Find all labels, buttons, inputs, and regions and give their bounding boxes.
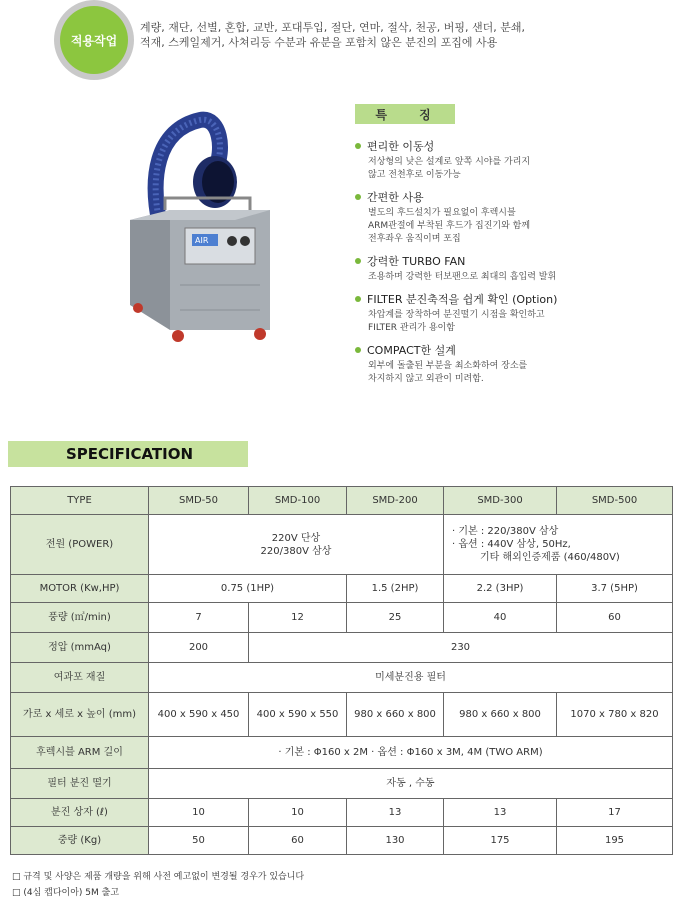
dims-value: 1070 x 780 x 820	[557, 693, 673, 737]
airflow-value: 40	[444, 603, 557, 633]
features-list	[355, 138, 655, 393]
pressure-value: 230	[249, 633, 673, 663]
motor-value: 2.2 (3HP)	[444, 575, 557, 603]
bullet-icon	[355, 194, 361, 200]
bullet-icon	[355, 296, 361, 302]
box-value: 10	[149, 799, 249, 827]
power-value: 기타 해외인증제품 (460/480V)	[480, 552, 620, 563]
table-row	[11, 693, 673, 737]
specification-heading	[8, 441, 248, 467]
applications-line-1: 계량, 재단, 선별, 혼합, 교반, 포대투입, 절단, 연마, 절삭, 천공, 버핑, 샌더, 분쇄,	[140, 21, 525, 34]
power-value: 220V 단상	[271, 532, 321, 544]
filter-label: 여과포 재질	[11, 663, 149, 693]
feature-desc: 별도의 후드설치가 필요없이 후렉시블	[368, 208, 516, 218]
table-row	[11, 827, 673, 855]
dims-value: 980 x 660 x 800	[444, 693, 557, 737]
airflow-label: 풍량 (㎥/min)	[11, 603, 149, 633]
feature-title: 편리한 이동성	[367, 140, 435, 153]
motor-value: 1.5 (2HP)	[347, 575, 444, 603]
features-heading	[355, 104, 455, 124]
dims-value: 400 x 590 x 550	[249, 693, 347, 737]
dims-value: 980 x 660 x 800	[347, 693, 444, 737]
shake-value: 자동 , 수동	[149, 769, 673, 799]
box-label: 분진 상자 (ℓ)	[11, 799, 149, 827]
airflow-value: 12	[249, 603, 347, 633]
arm-label: 후렉시블 ARM 길이	[11, 737, 149, 769]
feature-item	[355, 253, 655, 284]
dust-collector-image	[120, 110, 290, 360]
model-header: SMD-500	[557, 487, 673, 515]
specification-table	[10, 486, 673, 855]
bullet-icon	[355, 143, 361, 149]
table-row	[11, 575, 673, 603]
table-row	[11, 799, 673, 827]
box-value: 13	[444, 799, 557, 827]
feature-desc: 저상형의 낮은 설계로 앞쪽 시야를 가리지	[368, 157, 531, 167]
badge-label: 적용작업	[70, 33, 118, 48]
dims-label: 가로 x 세로 x 높이 (mm)	[11, 693, 149, 737]
dims-value: 400 x 590 x 450	[149, 693, 249, 737]
feature-desc: 전후좌우 움직이며 포집	[368, 234, 461, 244]
weight-value: 130	[347, 827, 444, 855]
features-heading-label: 특 징	[375, 107, 445, 122]
feature-desc: ARM관절에 부착된 후드가 집진기와 함께	[368, 221, 531, 231]
table-row	[11, 663, 673, 693]
motor-value: 0.75 (1HP)	[149, 575, 347, 603]
feature-desc: 조용하며 강력한 터보팬으로 최대의 흡입력 발휘	[368, 272, 557, 282]
weight-value: 175	[444, 827, 557, 855]
model-header: SMD-200	[347, 487, 444, 515]
machine-panel-label: AIR	[195, 236, 209, 245]
feature-desc: FILTER 관리가 용이함	[368, 323, 455, 333]
feature-title: FILTER 분진축적을 쉽게 확인 (Option)	[367, 293, 558, 306]
model-header: SMD-300	[444, 487, 557, 515]
box-value: 10	[249, 799, 347, 827]
bullet-icon	[355, 347, 361, 353]
specification-heading-label: SPECIFICATION	[66, 445, 194, 463]
motor-value: 3.7 (5HP)	[557, 575, 673, 603]
arm-value: · 기본 : Φ160 x 2M · 옵션 : Φ160 x 3M, 4M (TWO ARM)	[149, 737, 673, 769]
motor-label: MOTOR (Kw,HP)	[11, 575, 149, 603]
feature-title: 강력한 TURBO FAN	[367, 255, 466, 268]
airflow-value: 60	[557, 603, 673, 633]
table-row	[11, 737, 673, 769]
feature-desc: 차지하지 않고 외관이 미려함.	[368, 374, 484, 384]
feature-desc: 않고 전천후로 이동가능	[368, 170, 461, 180]
weight-value: 60	[249, 827, 347, 855]
pressure-label: 정압 (mmAq)	[11, 633, 149, 663]
feature-desc: 외부에 돌출된 부분을 최소화하여 장소를	[368, 361, 528, 371]
table-row	[11, 769, 673, 799]
power-value: 220/380V 삼상	[260, 545, 332, 557]
model-header: SMD-50	[149, 487, 249, 515]
weight-value: 195	[557, 827, 673, 855]
pressure-value: 200	[149, 633, 249, 663]
power-value: · 기본 : 220/380V 삼상	[452, 526, 559, 537]
power-value: · 옵션 : 440V 삼상, 50Hz,	[452, 539, 571, 550]
table-row	[11, 603, 673, 633]
table-row	[11, 487, 673, 515]
shake-label: 필터 분진 떨기	[11, 769, 149, 799]
footnotes	[12, 869, 304, 901]
footnote: □ 규격 및 사양은 제품 개량을 위해 사전 예고없이 변경될 경우가 있습니다	[12, 872, 305, 882]
applications-line-2: 적재, 스케일제거, 사쳐리등 수분과 유분을 포함치 않은 분진의 포집에 사용	[140, 36, 498, 49]
airflow-value: 25	[347, 603, 444, 633]
weight-label: 중량 (Kg)	[11, 827, 149, 855]
feature-title: COMPACT한 설계	[367, 344, 456, 357]
footnote: □ (4심 캡다이아) 5M 출고	[12, 888, 120, 898]
bullet-icon	[355, 258, 361, 264]
feature-item	[355, 138, 655, 182]
table-row	[11, 515, 673, 575]
applications-badge	[60, 6, 128, 74]
weight-value: 50	[149, 827, 249, 855]
type-header: TYPE	[11, 487, 149, 515]
feature-title: 간편한 사용	[367, 191, 424, 204]
feature-item	[355, 291, 655, 335]
power-single	[149, 515, 444, 575]
box-value: 17	[557, 799, 673, 827]
applications-text	[140, 20, 540, 50]
airflow-value: 7	[149, 603, 249, 633]
feature-item	[355, 189, 655, 246]
feature-desc: 차압계를 장착하여 분진떨기 시점을 확인하고	[368, 310, 545, 320]
filter-value: 미세분진용 필터	[149, 663, 673, 693]
model-header: SMD-100	[249, 487, 347, 515]
table-row	[11, 633, 673, 663]
power-options	[444, 515, 673, 575]
power-label: 전원 (POWER)	[11, 515, 149, 575]
feature-item	[355, 342, 655, 386]
box-value: 13	[347, 799, 444, 827]
